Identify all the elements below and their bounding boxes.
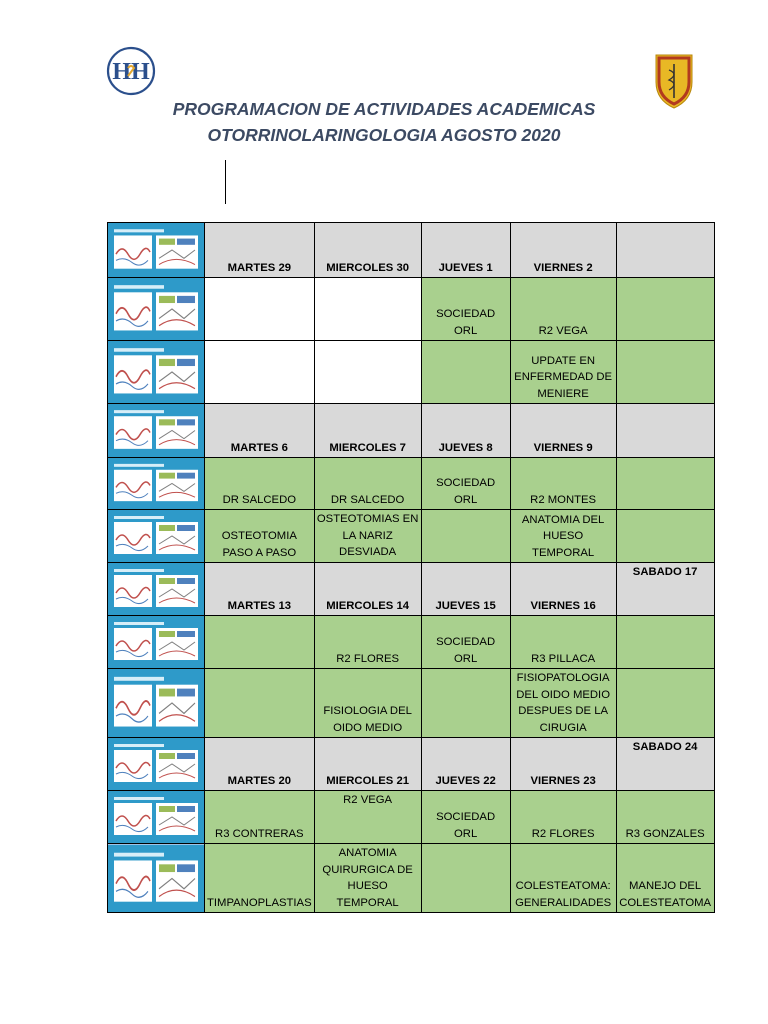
slide-thumbnail-cell (108, 458, 205, 510)
activity-cell: R3 CONTRERAS (205, 791, 315, 844)
activity-cell (205, 616, 315, 669)
activity-cell: OSTEOTOMIAS EN LA NARIZ DESVIADA (314, 510, 421, 563)
week-header-row (108, 563, 715, 616)
activity-cell: ANATOMIA QUIRURGICA DE HUESO TEMPORAL (314, 844, 421, 913)
activity-cell (421, 669, 510, 738)
day-header: JUEVES 1 (421, 223, 510, 278)
slide-thumbnail-icon (108, 669, 204, 737)
day-header: MARTES 29 (205, 223, 315, 278)
slide-thumbnail-cell (108, 791, 205, 844)
day-header: SABADO 17 (616, 563, 714, 616)
activity-cell: R2 FLORES (314, 616, 421, 669)
slide-thumbnail-cell (108, 223, 205, 278)
slide-thumbnail-cell (108, 278, 205, 341)
week-header-row (108, 404, 715, 458)
slide-thumbnail-cell (108, 669, 205, 738)
activity-cell: ANATOMIA DEL HUESO TEMPORAL (510, 510, 616, 563)
activity-row (108, 669, 715, 738)
day-header: MIERCOLES 21 (314, 738, 421, 791)
activity-cell: SOCIEDAD ORL (421, 278, 510, 341)
day-header: MIERCOLES 30 (314, 223, 421, 278)
slide-thumbnail-cell (108, 341, 205, 404)
activity-cell: R2 FLORES (510, 791, 616, 844)
activity-cell: R2 MONTES (510, 458, 616, 510)
slide-thumbnail-icon (108, 510, 204, 562)
activity-cell: SOCIEDAD ORL (421, 458, 510, 510)
day-header: JUEVES 15 (421, 563, 510, 616)
week-header-row (108, 738, 715, 791)
day-header (616, 404, 714, 458)
activity-cell (616, 341, 714, 404)
document-title-line-1: PROGRAMACION DE ACTIVIDADES ACADEMICAS (172, 99, 596, 119)
day-header: VIERNES 16 (510, 563, 616, 616)
activity-cell: R2 VEGA (314, 791, 421, 844)
slide-thumbnail-cell (108, 510, 205, 563)
activity-cell: COLESTEATOMA: GENERALIDADES (510, 844, 616, 913)
slide-thumbnail-icon (108, 341, 204, 403)
day-header: MIERCOLES 14 (314, 563, 421, 616)
activity-row (108, 616, 715, 669)
activity-row (108, 844, 715, 913)
activity-cell (314, 341, 421, 404)
activity-cell: UPDATE EN ENFERMEDAD DE MENIERE (510, 341, 616, 404)
activity-row (108, 341, 715, 404)
activity-cell (205, 341, 315, 404)
slide-thumbnail-icon (108, 458, 204, 509)
day-header: JUEVES 22 (421, 738, 510, 791)
activity-row (108, 791, 715, 844)
activity-cell (314, 278, 421, 341)
activity-cell: MANEJO DEL COLESTEATOMA (616, 844, 714, 913)
activity-cell (205, 669, 315, 738)
activity-cell: FISIOPATOLOGIA DEL OIDO MEDIO DESPUES DE LA CIRUGIA (510, 669, 616, 738)
schedule-table (107, 222, 715, 913)
activity-cell (421, 510, 510, 563)
slide-thumbnail-cell (108, 404, 205, 458)
slide-thumbnail-cell (108, 738, 205, 791)
day-header: MARTES 13 (205, 563, 315, 616)
activity-cell: R3 GONZALES (616, 791, 714, 844)
document-title-line-2: OTORRINOLARINGOLOGIA AGOSTO 2020 (207, 125, 561, 145)
activity-cell (205, 278, 315, 341)
activity-cell (421, 844, 510, 913)
slide-thumbnail-icon (108, 616, 204, 668)
day-header: JUEVES 8 (421, 404, 510, 458)
slide-thumbnail-icon (108, 738, 204, 790)
day-header: MARTES 6 (205, 404, 315, 458)
day-header: VIERNES 2 (510, 223, 616, 278)
activity-cell: SOCIEDAD ORL (421, 616, 510, 669)
activity-row (108, 278, 715, 341)
activity-cell: DR SALCEDO (205, 458, 315, 510)
activity-row (108, 458, 715, 510)
activity-cell (616, 510, 714, 563)
activity-cell: SOCIEDAD ORL (421, 791, 510, 844)
day-header: SABADO 24 (616, 738, 714, 791)
week-header-row (108, 223, 715, 278)
activity-cell (616, 278, 714, 341)
activity-cell: OSTEOTOMIA PASO A PASO (205, 510, 315, 563)
svg-text:HH: HH (112, 59, 150, 85)
slide-thumbnail-icon (108, 845, 204, 912)
slide-thumbnail-cell (108, 616, 205, 669)
activity-cell (616, 669, 714, 738)
activity-cell: TIMPANOPLASTIAS (205, 844, 315, 913)
activity-cell (616, 458, 714, 510)
activity-cell: R3 PILLACA (510, 616, 616, 669)
activity-row (108, 510, 715, 563)
hospital-logo-icon (106, 46, 156, 96)
day-header: VIERNES 23 (510, 738, 616, 791)
slide-thumbnail-icon (108, 791, 204, 843)
slide-thumbnail-cell (108, 844, 205, 913)
activity-cell: R2 VEGA (510, 278, 616, 341)
slide-thumbnail-icon (108, 563, 204, 615)
slide-thumbnail-icon (108, 278, 204, 340)
slide-thumbnail-icon (108, 404, 204, 457)
slide-thumbnail-cell (108, 563, 205, 616)
slide-thumbnail-icon (108, 223, 204, 277)
activity-cell: FISIOLOGIA DEL OIDO MEDIO (314, 669, 421, 738)
day-header (616, 223, 714, 278)
activity-cell (421, 341, 510, 404)
activity-cell: DR SALCEDO (314, 458, 421, 510)
activity-cell (616, 616, 714, 669)
day-header: VIERNES 9 (510, 404, 616, 458)
day-header: MIERCOLES 7 (314, 404, 421, 458)
text-cursor (225, 160, 226, 204)
day-header: MARTES 20 (205, 738, 315, 791)
